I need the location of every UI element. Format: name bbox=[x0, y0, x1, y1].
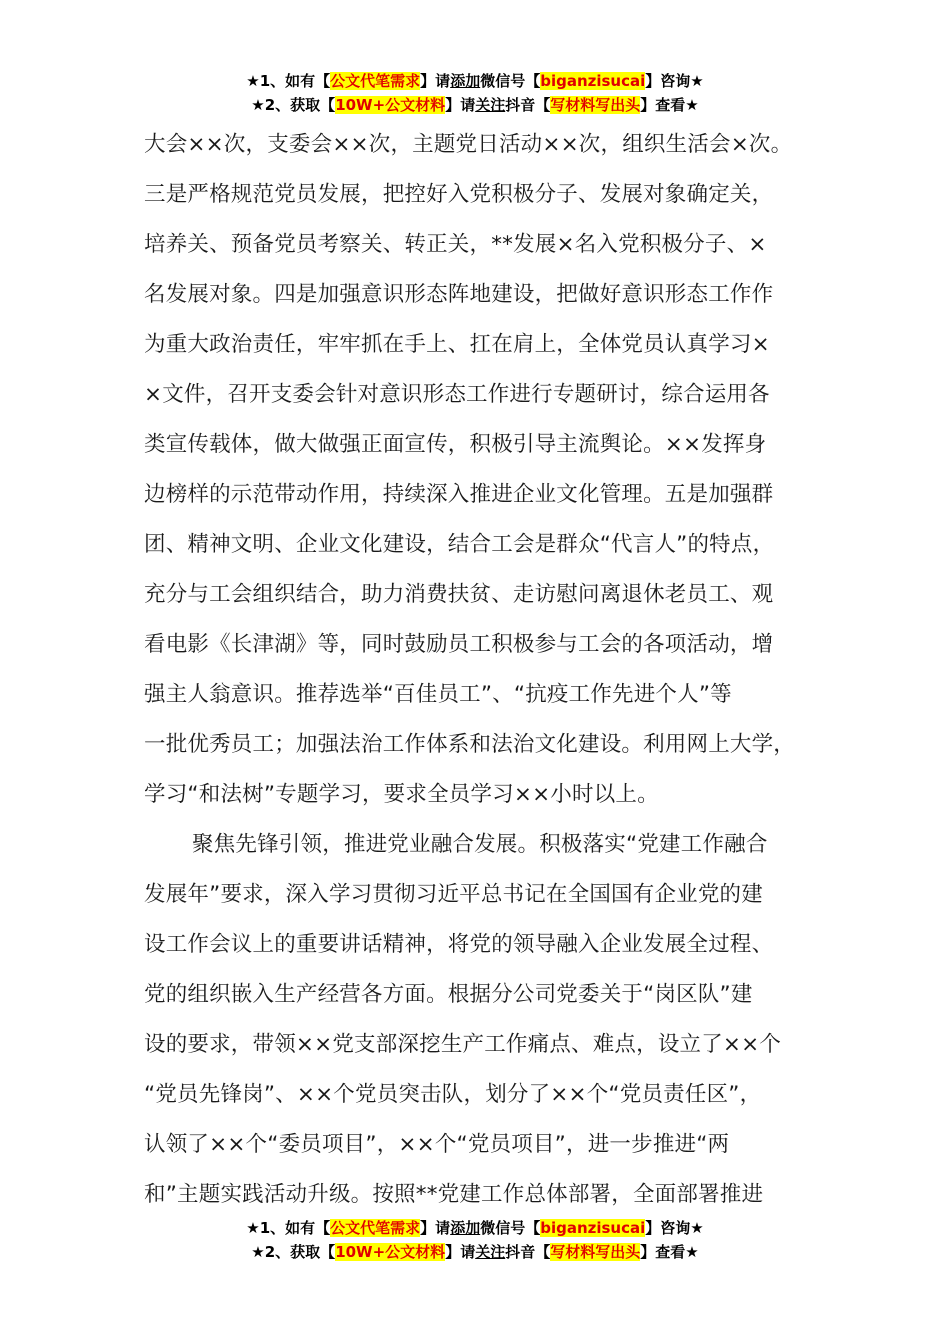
text-line: 聚焦先锋引领，推进党业融合发展。积极落实“党建工作融合 bbox=[192, 832, 768, 857]
text-line: 为重大政治责任，牢牢抓在手上、扛在肩上，全体党员认真学习× bbox=[144, 332, 770, 357]
highlight-douyin: 写材料写出头 bbox=[550, 1243, 641, 1261]
text-line: 三是严格规范党员发展，把控好入党积极分子、发展对象确定关， bbox=[144, 182, 774, 207]
text-line: 设工作会议上的重要讲话精神，将党的领导融入企业发展全过程、 bbox=[144, 932, 774, 957]
highlight-service: 公文代笔需求 bbox=[330, 1219, 421, 1237]
text-line: 类宣传载体，做大做强正面宣传，积极引导主流舆论。××发挥身 bbox=[144, 432, 767, 457]
document-body bbox=[144, 120, 824, 1220]
promo-line-1: ★1、如有【公文代笔需求】请添加微信号【biganzisucai】咨询★ bbox=[246, 72, 704, 90]
highlight-douyin: 写材料写出头 bbox=[550, 96, 641, 114]
promo-line-2: ★2、获取【10W+公文材料】请关注抖音【写材料写出头】查看★ bbox=[251, 96, 699, 114]
text-line: 设的要求，带领××党支部深挖生产工作痛点、难点，设立了××个 bbox=[144, 1032, 782, 1057]
text-line: 团、精神文明、企业文化建设，结合工会是群众“代言人”的特点， bbox=[144, 532, 775, 557]
promo-line-1: ★1、如有【公文代笔需求】请添加微信号【biganzisucai】咨询★ bbox=[246, 1219, 704, 1237]
text-line: 名发展对象。四是加强意识形态阵地建设，把做好意识形态工作作 bbox=[144, 282, 774, 307]
text-line: 认领了××个“委员项目”，××个“党员项目”，进一步推进“两 bbox=[144, 1132, 730, 1157]
paragraph-2 bbox=[144, 820, 824, 1220]
text-line: 发展年”要求，深入学习贯彻习近平总书记在全国国有企业党的建 bbox=[144, 882, 763, 907]
promo-line-2: ★2、获取【10W+公文材料】请关注抖音【写材料写出头】查看★ bbox=[251, 1243, 699, 1261]
text-line: 党的组织嵌入生产经营各方面。根据分公司党委关于“岗区队”建 bbox=[144, 982, 753, 1007]
text-line: ×文件，召开支委会针对意识形态工作进行专题研讨，综合运用各 bbox=[144, 382, 770, 407]
text-line: 大会××次，支委会××次，主题党日活动××次，组织生活会×次。 bbox=[144, 132, 793, 157]
text-line: 学习“和法树”专题学习，要求全员学习××小时以上。 bbox=[144, 782, 659, 807]
highlight-wechat-id: biganzisucai bbox=[540, 72, 646, 90]
paragraph-1 bbox=[144, 120, 824, 820]
text-line: 看电影《长津湖》等，同时鼓励员工积极参与工会的各项活动，增 bbox=[144, 632, 774, 657]
highlight-wechat-id: biganzisucai bbox=[540, 1219, 646, 1237]
highlight-service: 公文代笔需求 bbox=[330, 72, 421, 90]
text-line: 一批优秀员工；加强法治工作体系和法治文化建设。利用网上大学， bbox=[144, 732, 796, 757]
highlight-materials: 10W+公文材料 bbox=[335, 1243, 446, 1261]
text-line: 培养关、预备党员考察关、转正关，**发展×名入党积极分子、× bbox=[144, 232, 767, 257]
header-promo-banner bbox=[0, 69, 950, 117]
text-line: 和”主题实践活动升级。按照**党建工作总体部署，全面部署推进 bbox=[144, 1182, 764, 1207]
text-line: “党员先锋岗”、××个党员突击队，划分了××个“党员责任区”， bbox=[144, 1082, 762, 1107]
highlight-materials: 10W+公文材料 bbox=[335, 96, 446, 114]
footer-promo-banner bbox=[0, 1216, 950, 1264]
text-line: 边榜样的示范带动作用，持续深入推进企业文化管理。五是加强群 bbox=[144, 482, 774, 507]
text-line: 强主人翁意识。推荐选举“百佳员工”、“抗疫工作先进个人”等 bbox=[144, 682, 732, 707]
text-line: 充分与工会组织结合，助力消费扶贫、走访慰问离退休老员工、观 bbox=[144, 582, 774, 607]
